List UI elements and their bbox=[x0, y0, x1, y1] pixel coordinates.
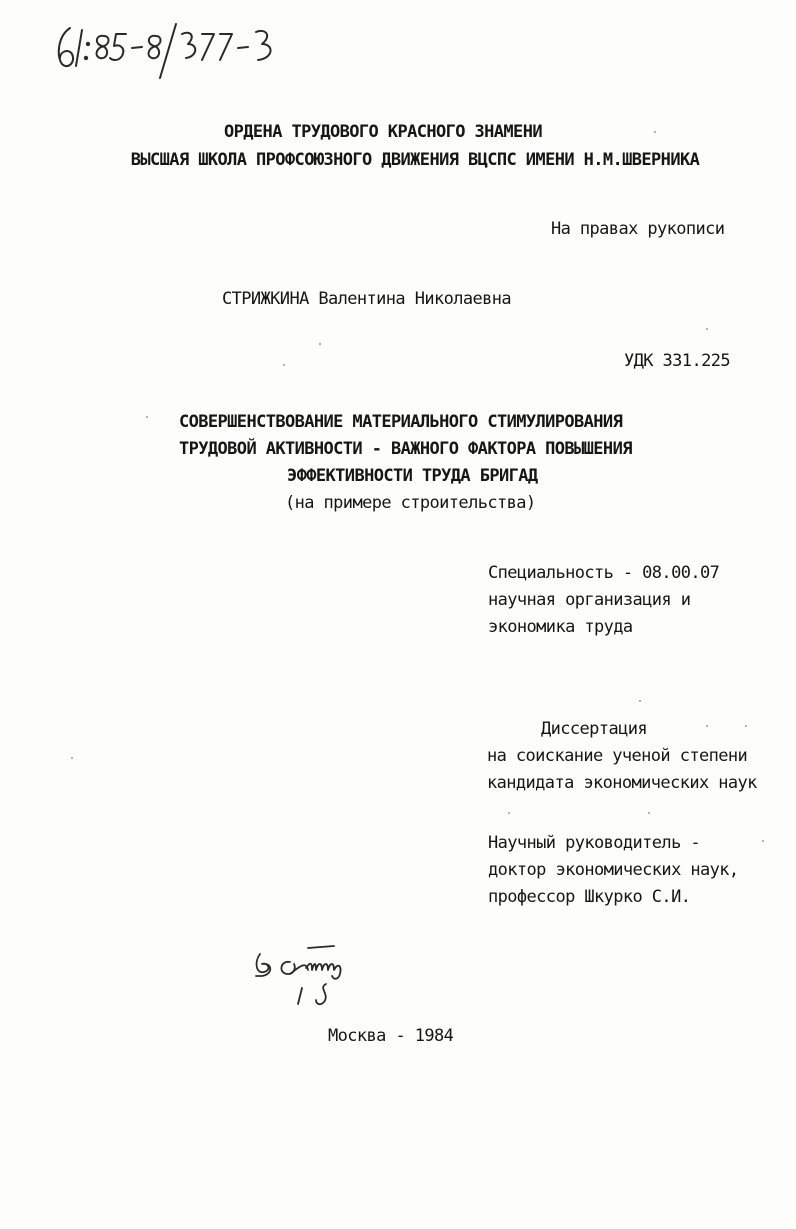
supervisor-line-2: доктор экономических наук, bbox=[488, 860, 739, 880]
scan-speck bbox=[706, 328, 708, 330]
scan-speck bbox=[762, 840, 764, 842]
institution-line-1: ОРДЕНА ТРУДОВОГО КРАСНОГО ЗНАМЕНИ bbox=[224, 122, 542, 142]
title-line-3: ЭФФЕКТИВНОСТИ ТРУДА БРИГАД bbox=[287, 466, 538, 486]
scan-speck bbox=[654, 131, 656, 133]
dissertation-line-2: на соискание ученой степени bbox=[487, 746, 748, 766]
title-line-2: ТРУДОВОЙ АКТИВНОСТИ - ВАЖНОГО ФАКТОРА ПОВЫШЕНИЯ bbox=[179, 439, 632, 459]
scan-speck bbox=[319, 343, 321, 345]
supervisor-line-1: Научный руководитель - bbox=[488, 833, 700, 853]
specialty-line-3: экономика труда bbox=[488, 617, 633, 637]
handwritten-signature bbox=[250, 940, 360, 1015]
scan-speck bbox=[648, 812, 650, 814]
scan-speck bbox=[706, 725, 708, 727]
archive-number-handwriting bbox=[48, 16, 288, 86]
scan-speck bbox=[508, 812, 510, 814]
scan-speck bbox=[146, 416, 148, 418]
manuscript-rights: На правах рукописи bbox=[551, 219, 725, 239]
title-line-1: СОВЕРШЕНСТВОВАНИЕ МАТЕРИАЛЬНОГО СТИМУЛИРОВАНИЯ bbox=[179, 412, 623, 432]
institution-line-2: ВЫСШАЯ ШКОЛА ПРОФСОЮЗНОГО ДВИЖЕНИЯ ВЦСПС ИМЕНИ Н.М.ШВЕРНИКА bbox=[130, 150, 700, 170]
scan-speck bbox=[639, 700, 641, 702]
supervisor-line-3: профессор Шкурко С.И. bbox=[488, 887, 691, 907]
dissertation-line-3: кандидата экономических наук bbox=[487, 773, 757, 793]
udc-code: УДК 331.225 bbox=[624, 351, 730, 371]
dissertation-line-1: Диссертация bbox=[541, 719, 647, 739]
scan-speck bbox=[745, 725, 747, 727]
specialty-line-2: научная организация и bbox=[488, 590, 691, 610]
place-and-year: Москва - 1984 bbox=[328, 1026, 454, 1046]
specialty-line-1: Специальность - 08.00.07 bbox=[488, 563, 720, 583]
scan-speck bbox=[71, 757, 73, 759]
scan-speck bbox=[283, 364, 285, 366]
title-line-4: (на примере строительства) bbox=[285, 493, 536, 513]
author-name: СТРИЖКИНА Валентина Николаевна bbox=[222, 289, 512, 309]
